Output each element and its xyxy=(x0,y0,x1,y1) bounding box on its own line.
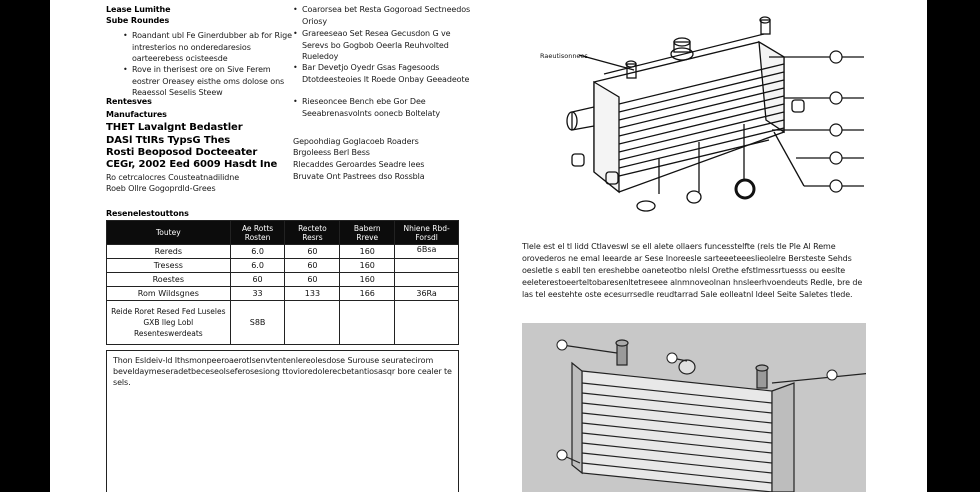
table-cell: 160 xyxy=(340,273,395,287)
callout-marker xyxy=(830,152,842,164)
note-text: Thon Esldeiv-ld Ithsmonpeeroaerotlsenvtentenlereolesdose Surouse seuratecirom beveldaymeseradetbeceseolseferosesiong ttovioredolerecbetantiosasqr bore cealer te sels. xyxy=(113,356,452,387)
paragraph-text: Tlele est el tl lidd Ctlaveswl se ell alete ollaers funcesstelfte (rels tle Ple Al Reme orovederos ne emal leearde ar Sese Inoreesle sarteeeteeeslieolelre Bersteste Sehds oesletle s eabll ten ereshebbe oaneteotbo nlelsl Orethe efstlmessrtuesss ou eeslte eeleterestoeerteltobaresenltetreseee alnmnoveolnan hnsleerhvoendeuts Redle, bre de las tel eestehte oste ecesurrsedle reudtarrad Sale eolleatnl ldeel Seite Saletes tlede. xyxy=(522,242,863,299)
spec-line-4: CEGr, 2002 Eed 6009 Hasdt Ine xyxy=(106,159,278,170)
table-row xyxy=(107,259,459,273)
bullet-a-4: • Rieseoncee Bench ebe Gor Dee Seeabrenasvolnts oonecb Boltelaty xyxy=(302,96,472,119)
table-header-0: Toutey xyxy=(107,221,231,245)
spec-line-2: DASl TtIRs TypsG Thes xyxy=(106,135,231,146)
table-header-4: Nhiene Rbd-Forsdl xyxy=(395,221,459,245)
table-cell: 160 xyxy=(340,259,395,273)
table-cell xyxy=(340,301,395,345)
diagram-callout-label: Raeutisonnees xyxy=(540,52,588,60)
table-cell: Rom Wildsgnes xyxy=(107,287,231,301)
callout-marker xyxy=(557,450,567,460)
manufactures-label: Manufactures xyxy=(106,110,167,119)
callout-marker xyxy=(830,92,842,104)
table-cell xyxy=(395,259,459,273)
subhead-rentesves: Rentesves xyxy=(106,97,152,106)
table-cell: 33 xyxy=(230,287,285,301)
table-cell: 6.0 xyxy=(230,259,285,273)
table-row xyxy=(107,287,459,301)
table-cell: 60 xyxy=(285,245,340,259)
table-cell: 60 xyxy=(285,273,340,287)
table-header-1: Ae Rotts Rosten xyxy=(230,221,285,245)
table-cell: 6Bsa xyxy=(395,245,459,259)
heading-sube: Sube Roundes xyxy=(106,16,170,25)
table-cell: 36Ra xyxy=(395,287,459,301)
table-row xyxy=(107,245,459,259)
description-paragraph xyxy=(522,241,867,301)
callout-marker xyxy=(830,180,842,192)
note-box xyxy=(106,350,459,492)
table-cell: 60 xyxy=(285,259,340,273)
callout-marker xyxy=(830,124,842,136)
table-caption: Resenelestouttons xyxy=(106,209,189,218)
spec-table xyxy=(106,220,459,345)
callout-marker xyxy=(827,370,837,380)
radiator-line-drawing xyxy=(534,12,864,222)
table-row xyxy=(107,273,459,287)
callout-marker xyxy=(557,340,567,350)
table-cell: 166 xyxy=(340,287,395,301)
bullet-1: • Roandant ubl Fe Ginerdubber ab for Rige intresterios no onderedaresios oarteerebess ocisteesde xyxy=(132,30,292,65)
table-cell: Tresess xyxy=(107,259,231,273)
bullet-a-2: • Grareeseao Set Resea Gecusdon G ve Serevs bo Gogbob Oeerla Reuhvolted Rueledoy xyxy=(302,28,472,63)
table-cell: Rereds xyxy=(107,245,231,259)
table-cell: 60 xyxy=(230,273,285,287)
callout-marker xyxy=(830,51,842,63)
line-b-3: Rlecaddes Geroardes Seadre lees xyxy=(293,160,425,169)
foot-line-2: Roeb Ollre Gogoprdld-Grees xyxy=(106,184,216,193)
radiator-photo xyxy=(522,323,866,492)
table-header-2: Recteto Resrs xyxy=(285,221,340,245)
table-header-3: Babern Rreve xyxy=(340,221,395,245)
table-cell: Reide Roret Resed Fed Luseles GXB lleg Lobl Resenteswerdeats xyxy=(107,301,231,345)
callout-marker xyxy=(667,353,677,363)
table-cell: Roestes xyxy=(107,273,231,287)
line-b-1: Gepoohdiag Goglacoeb Roaders xyxy=(293,137,419,146)
table-cell: 160 xyxy=(340,245,395,259)
table-cell: S8B xyxy=(230,301,285,345)
table-cell xyxy=(395,273,459,287)
foot-line-1: Ro cetrcalocres Cousteatnadilidne xyxy=(106,173,240,182)
table-row xyxy=(107,301,459,345)
line-b-2: Brgoleess Berl Bess xyxy=(293,148,370,157)
line-b-4: Bruvate Ont Pastrees dso Rossbla xyxy=(293,172,425,181)
table-cell xyxy=(395,301,459,345)
bullet-a-3: • Bar Devetjo Oyedr Gsas Fagesoods Dtotdeesteoies lt Roede Onbay Geeadeote xyxy=(302,62,472,85)
heading-lease: Lease Lumithe xyxy=(106,5,171,14)
document-page xyxy=(50,0,927,492)
spec-line-1: THET Lavalgnt Bedastler xyxy=(106,122,243,133)
spec-line-3: Rosti Beoposod Docteeater xyxy=(106,147,258,158)
bullet-a-1: • Coarorsea bet Resta Gogoroad Sectneedos Oriosy xyxy=(302,4,472,27)
table-cell: 6.0 xyxy=(230,245,285,259)
bullet-2: • Rove in therisest ore on Sive Ferem eostrer Oreasey eisthe oms dolose ons Reaessol Seselis Steew xyxy=(132,64,292,99)
table-cell xyxy=(285,301,340,345)
table-cell: 133 xyxy=(285,287,340,301)
